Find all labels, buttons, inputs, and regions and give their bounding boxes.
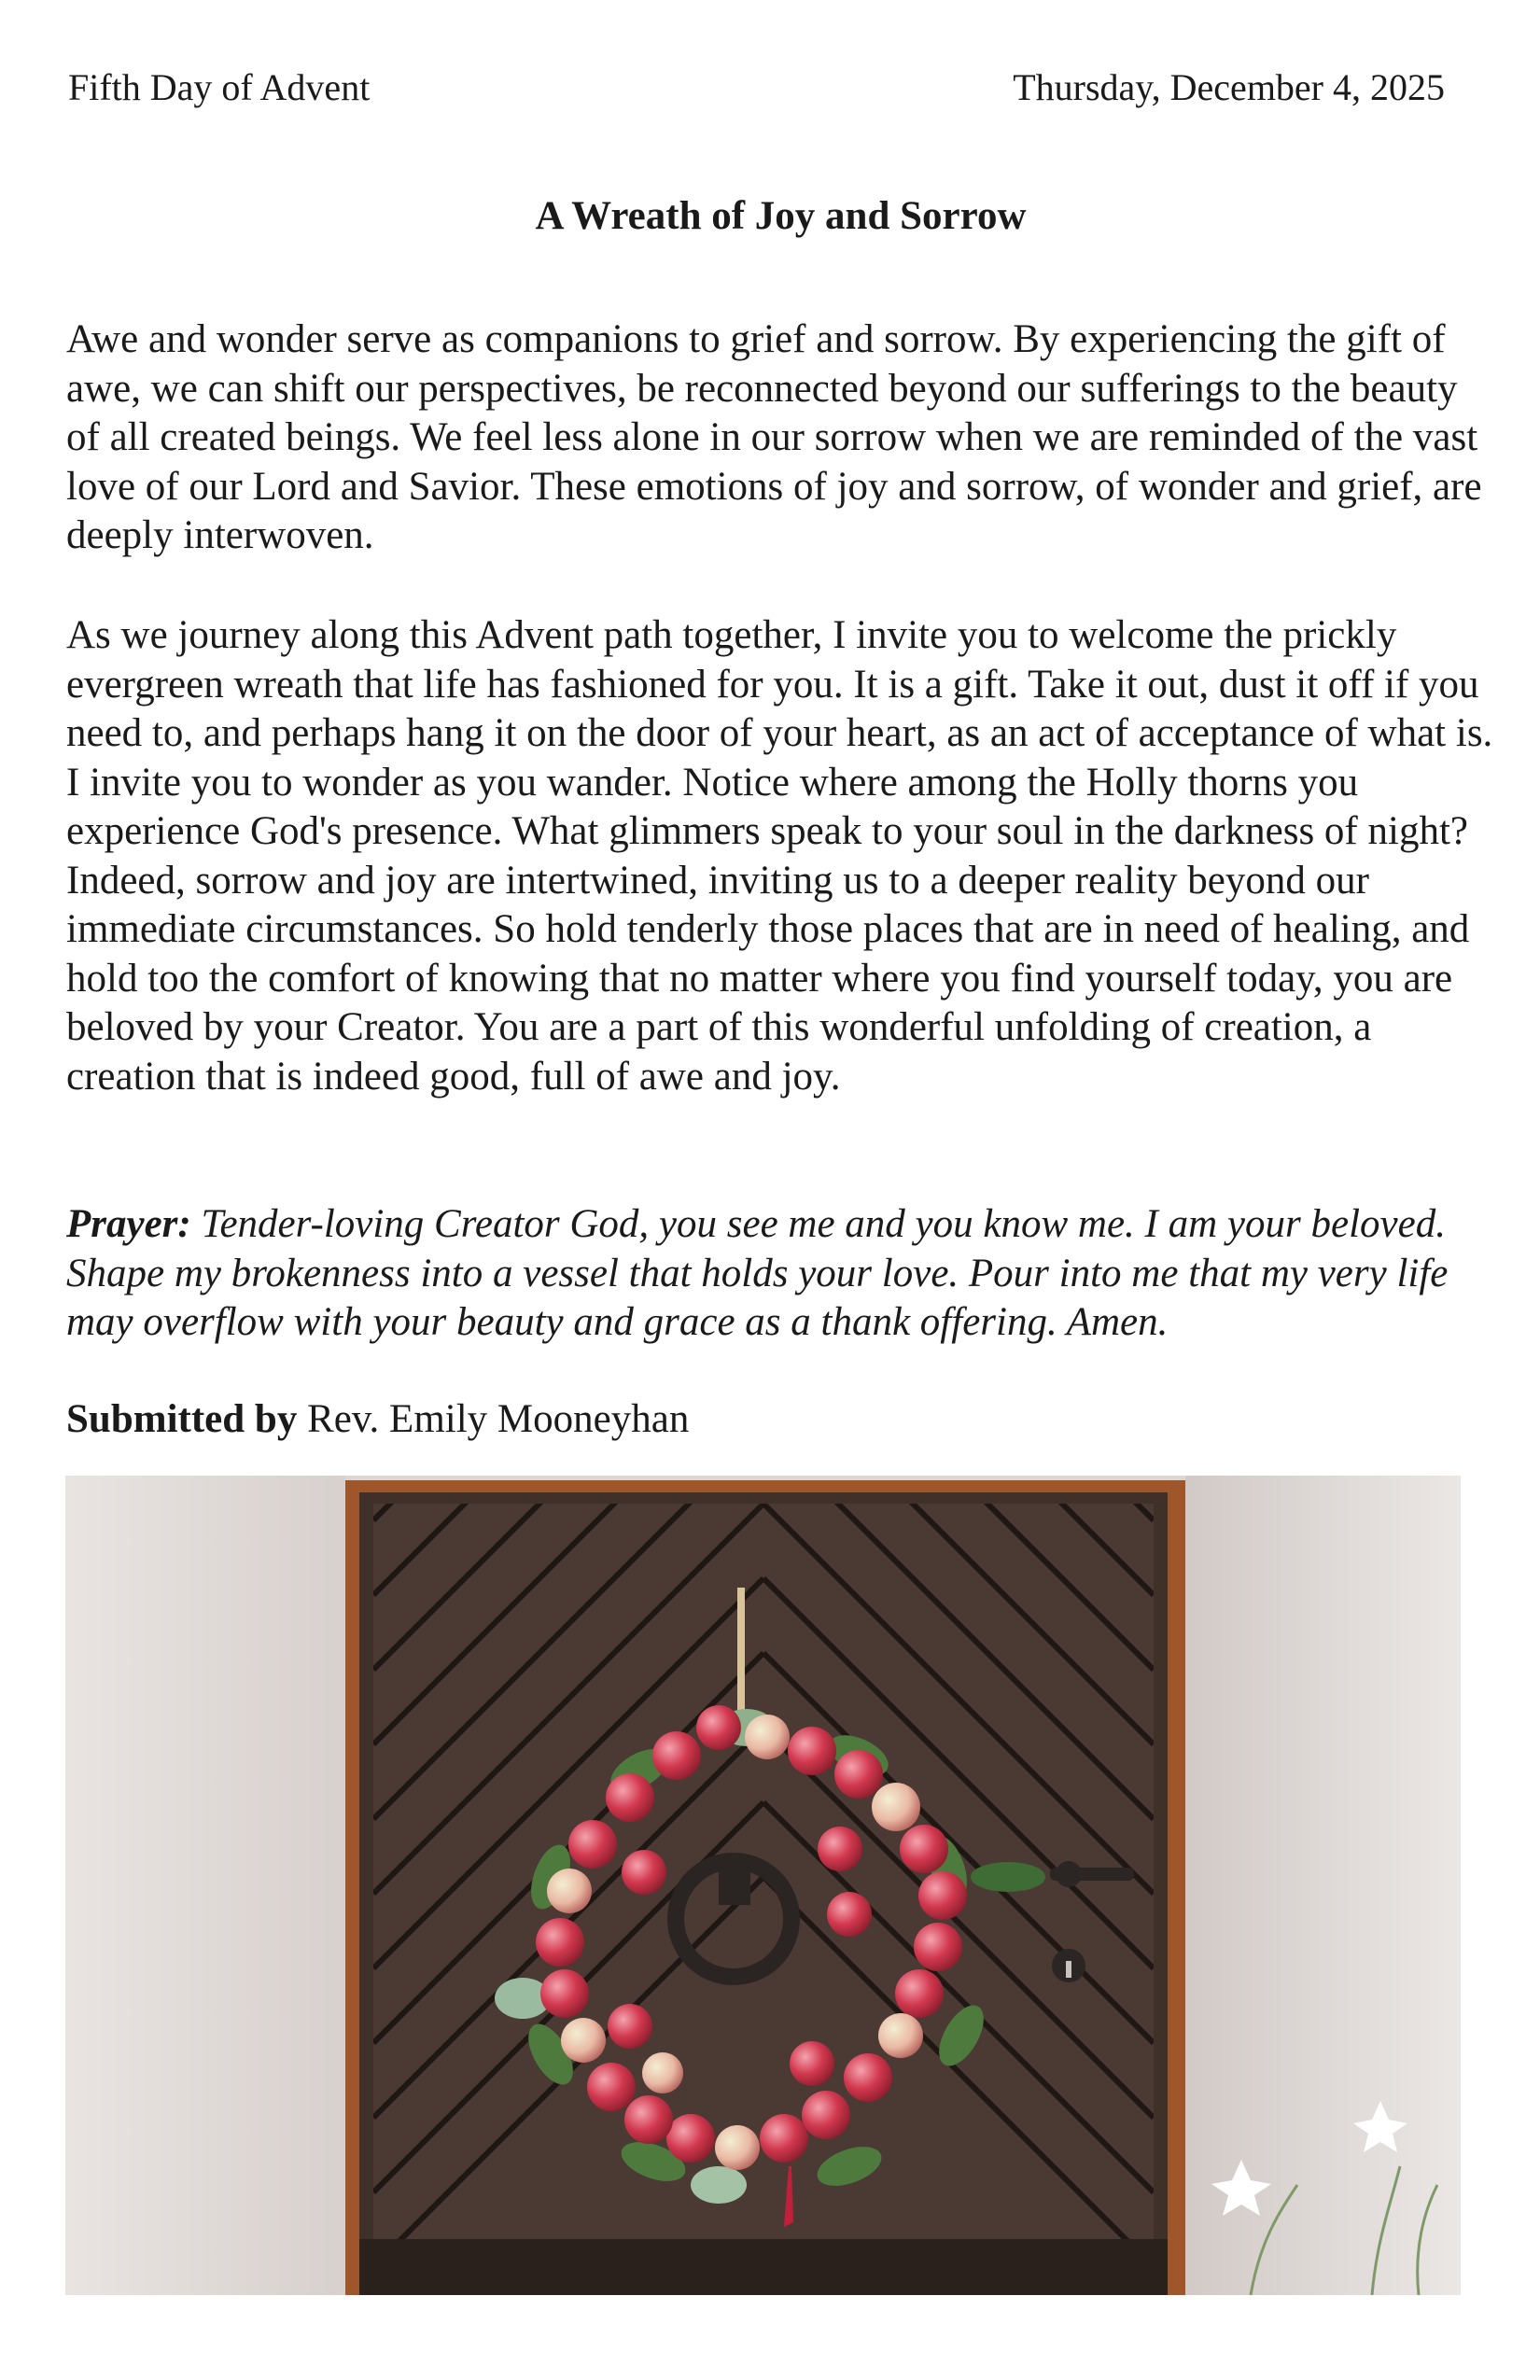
header-date: Thursday, December 4, 2025 [1013,66,1445,108]
body-paragraph-1: Awe and wonder serve as companions to grief and sorrow. By experiencing the gift of awe, we can shift our perspectives, be reconnected beyond our sufferings to the beauty of all created beings. We feel less alone in our sorrow when we are reminded of the vast love of our Lord and Savior. These emotions of joy and sorrow, of wonder and grief, are deeply interwoven. [66,317,1482,557]
prayer-label: Prayer: [66,1202,191,1246]
author-name: Rev. Emily Mooneyhan [307,1397,690,1441]
wreath-door-photo [65,1476,1461,2295]
submitted-by-label: Submitted by [66,1397,298,1441]
wreath-door-illustration [65,1476,1461,2295]
body-paragraph-2: As we journey along this Advent path together, I invite you to welcome the prickly evergreen wreath that life has fashioned for you. It is a gift. Take it out, dust it off if you need to, and perhaps hang it on the door of your heart, as an act of acceptance of what is. I invite you to wonder as you wander. Notice where among the Holly thorns you experience God's presence. What glimmers speak to your soul in the darkness of night? Indeed, sorrow and joy are intertwined, inviting us to a deeper reality beyond our immediate circumstances. So hold tenderly those places that are in need of healing, and hold too the comfort of knowing that no matter where you find yourself today, you are beloved by your Creator. You are a part of this wonderful unfolding of creation, a creation that is indeed good, full of awe and joy. [66,613,1493,1099]
submitted-by-line [66,1395,1494,1445]
header-day-label: Fifth Day of Advent [68,66,371,108]
page-title: A Wreath of Joy and Sorrow [535,194,1027,238]
prayer-text: Tender-loving Creator God, you see me and you know me. I am your beloved. Shape my brokenness into a vessel that holds your love. Pour into me that my very life may overflow with your beauty and grace as a thank offering. Amen. [66,1202,1449,1344]
prayer-paragraph [66,1200,1494,1348]
